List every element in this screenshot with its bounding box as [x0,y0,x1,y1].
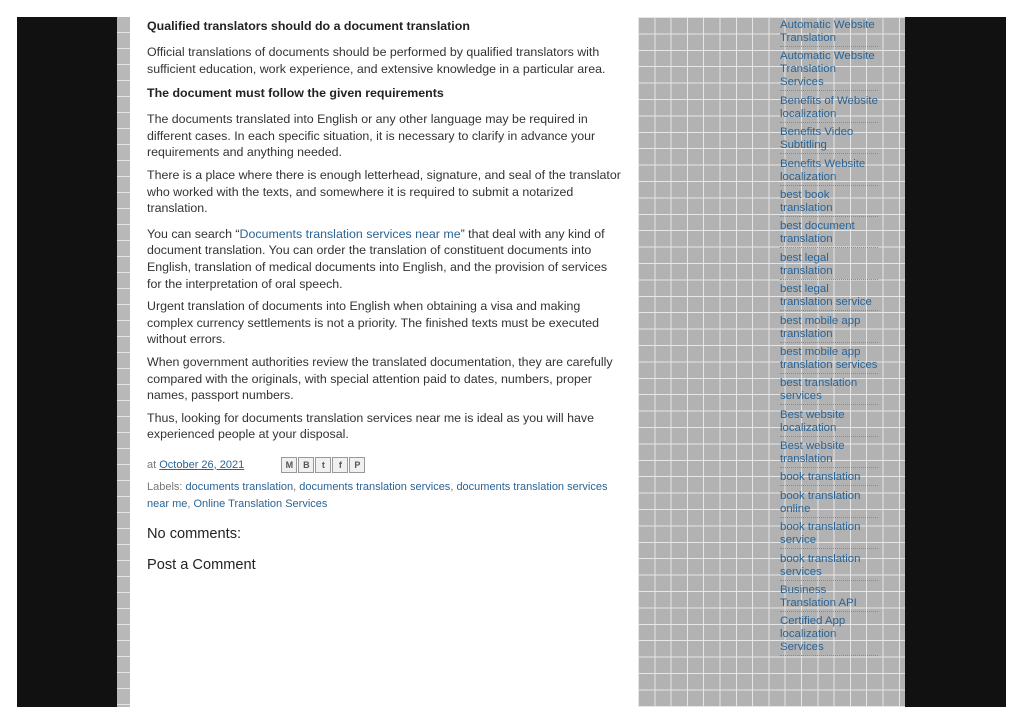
sidebar-label-link[interactable]: Best website localization [780,409,878,437]
sidebar-label-link[interactable]: Benefits Video Subtitling [780,126,878,154]
right-background [905,17,1006,707]
sidebar-label-link[interactable]: best mobile app translation services [780,346,878,374]
sidebar-label-link[interactable]: best mobile app translation [780,315,878,343]
pinterest-share-icon[interactable]: P [349,457,365,473]
twitter-share-icon[interactable]: t [315,457,331,473]
post-labels: Labels: documents translation, documents translation services, documents translation services near me, Online Translation Services [147,481,608,511]
sidebar-label-link[interactable]: book translation service [780,521,878,549]
sidebar-label-link[interactable]: best legal translation [780,252,878,280]
left-strip [117,17,130,707]
label-link[interactable]: documents translation services [299,481,451,494]
paragraph-3: There is a place where there is enough letterhead, signature, and seal of the translator who worked with the texts, and somewhere it is required to submit a notarized translation. [147,167,621,216]
sidebar-label-link[interactable]: Automatic Website Translation [780,19,878,47]
label-link[interactable]: documents translation [185,481,294,494]
sidebar-label-link[interactable]: Best website translation [780,440,878,468]
share-buttons [281,457,365,473]
paragraph-2: The documents translated into English or any other language may be required in different cases. In each specific situation, it is necessary to clarify in advance your requirements and anything needed. [147,112,596,160]
post-date-link[interactable]: October 26, 2021 [159,458,245,471]
sidebar-label-link[interactable]: best translation services [780,377,878,405]
labels-prefix: Labels: [147,481,183,494]
paragraph-5: Urgent translation of documents into English when obtaining a visa and making complex currency settlements is not a priority. The finished texts must be executed without errors. [147,299,600,347]
main-column [130,17,638,707]
sidebar-label-link[interactable]: Benefits of Website localization [780,95,878,123]
sidebar-label-link[interactable]: Certified App localization Services [780,615,878,656]
paragraph-4-end: ” that deal with any kind of document translation. You can order the translation of constituent documents into English, translation of medical documents into English, and the provision of services for the interpretation of oral speech. [147,226,608,291]
sidebar-label-link[interactable]: best legal translation service [780,283,878,311]
sidebar-label-link[interactable]: best document translation [780,220,878,248]
sidebar-label-link[interactable]: book translation services [780,553,878,581]
email-share-icon[interactable]: M [281,457,297,473]
sidebar-label-link[interactable]: book translation online [780,490,878,518]
blog-share-icon[interactable]: B [298,457,314,473]
post-body [147,17,622,574]
paragraph-4 [147,226,622,292]
post-meta [147,457,622,474]
at-label: at [147,458,157,471]
sidebar-labels [780,19,878,660]
sidebar-label-link[interactable]: book translation [780,471,878,486]
sidebar-label-link[interactable]: best book translation [780,189,878,217]
paragraph-1: Official translations of documents should be performed by qualified translators with sufficient education, work experience, and extensive knowledge in a particular area. [147,45,606,76]
documents-services-link[interactable]: Documents translation services near me [239,226,461,241]
sidebar-label-link[interactable]: Business Translation API [780,584,878,612]
label-link[interactable]: Online Translation Services [193,498,328,511]
sidebar-label-link[interactable]: Automatic Website Translation Services [780,50,878,91]
post-heading-2: The document must follow the given requirements [147,86,444,101]
post-comment-title: Post a Comment [147,557,256,574]
paragraph-6: When government authorities review the translated documentation, they are carefully compared with the originals, with special attention paid to dates, numbers, proper names, passport numbers. [147,354,613,403]
paragraph-7: Thus, looking for documents translation services near me is ideal as you will have experienced people at your disposal. [147,410,594,442]
label-link[interactable]: documents translation services near me [147,481,608,511]
left-background [17,17,117,707]
comments-title: No comments: [147,526,242,543]
sidebar-label-link[interactable]: Benefits Website localization [780,158,878,186]
paragraph-4-start: You can search “ [147,226,240,241]
post-heading-1: Qualified translators should do a document translation [147,19,470,33]
facebook-share-icon[interactable]: f [332,457,348,473]
